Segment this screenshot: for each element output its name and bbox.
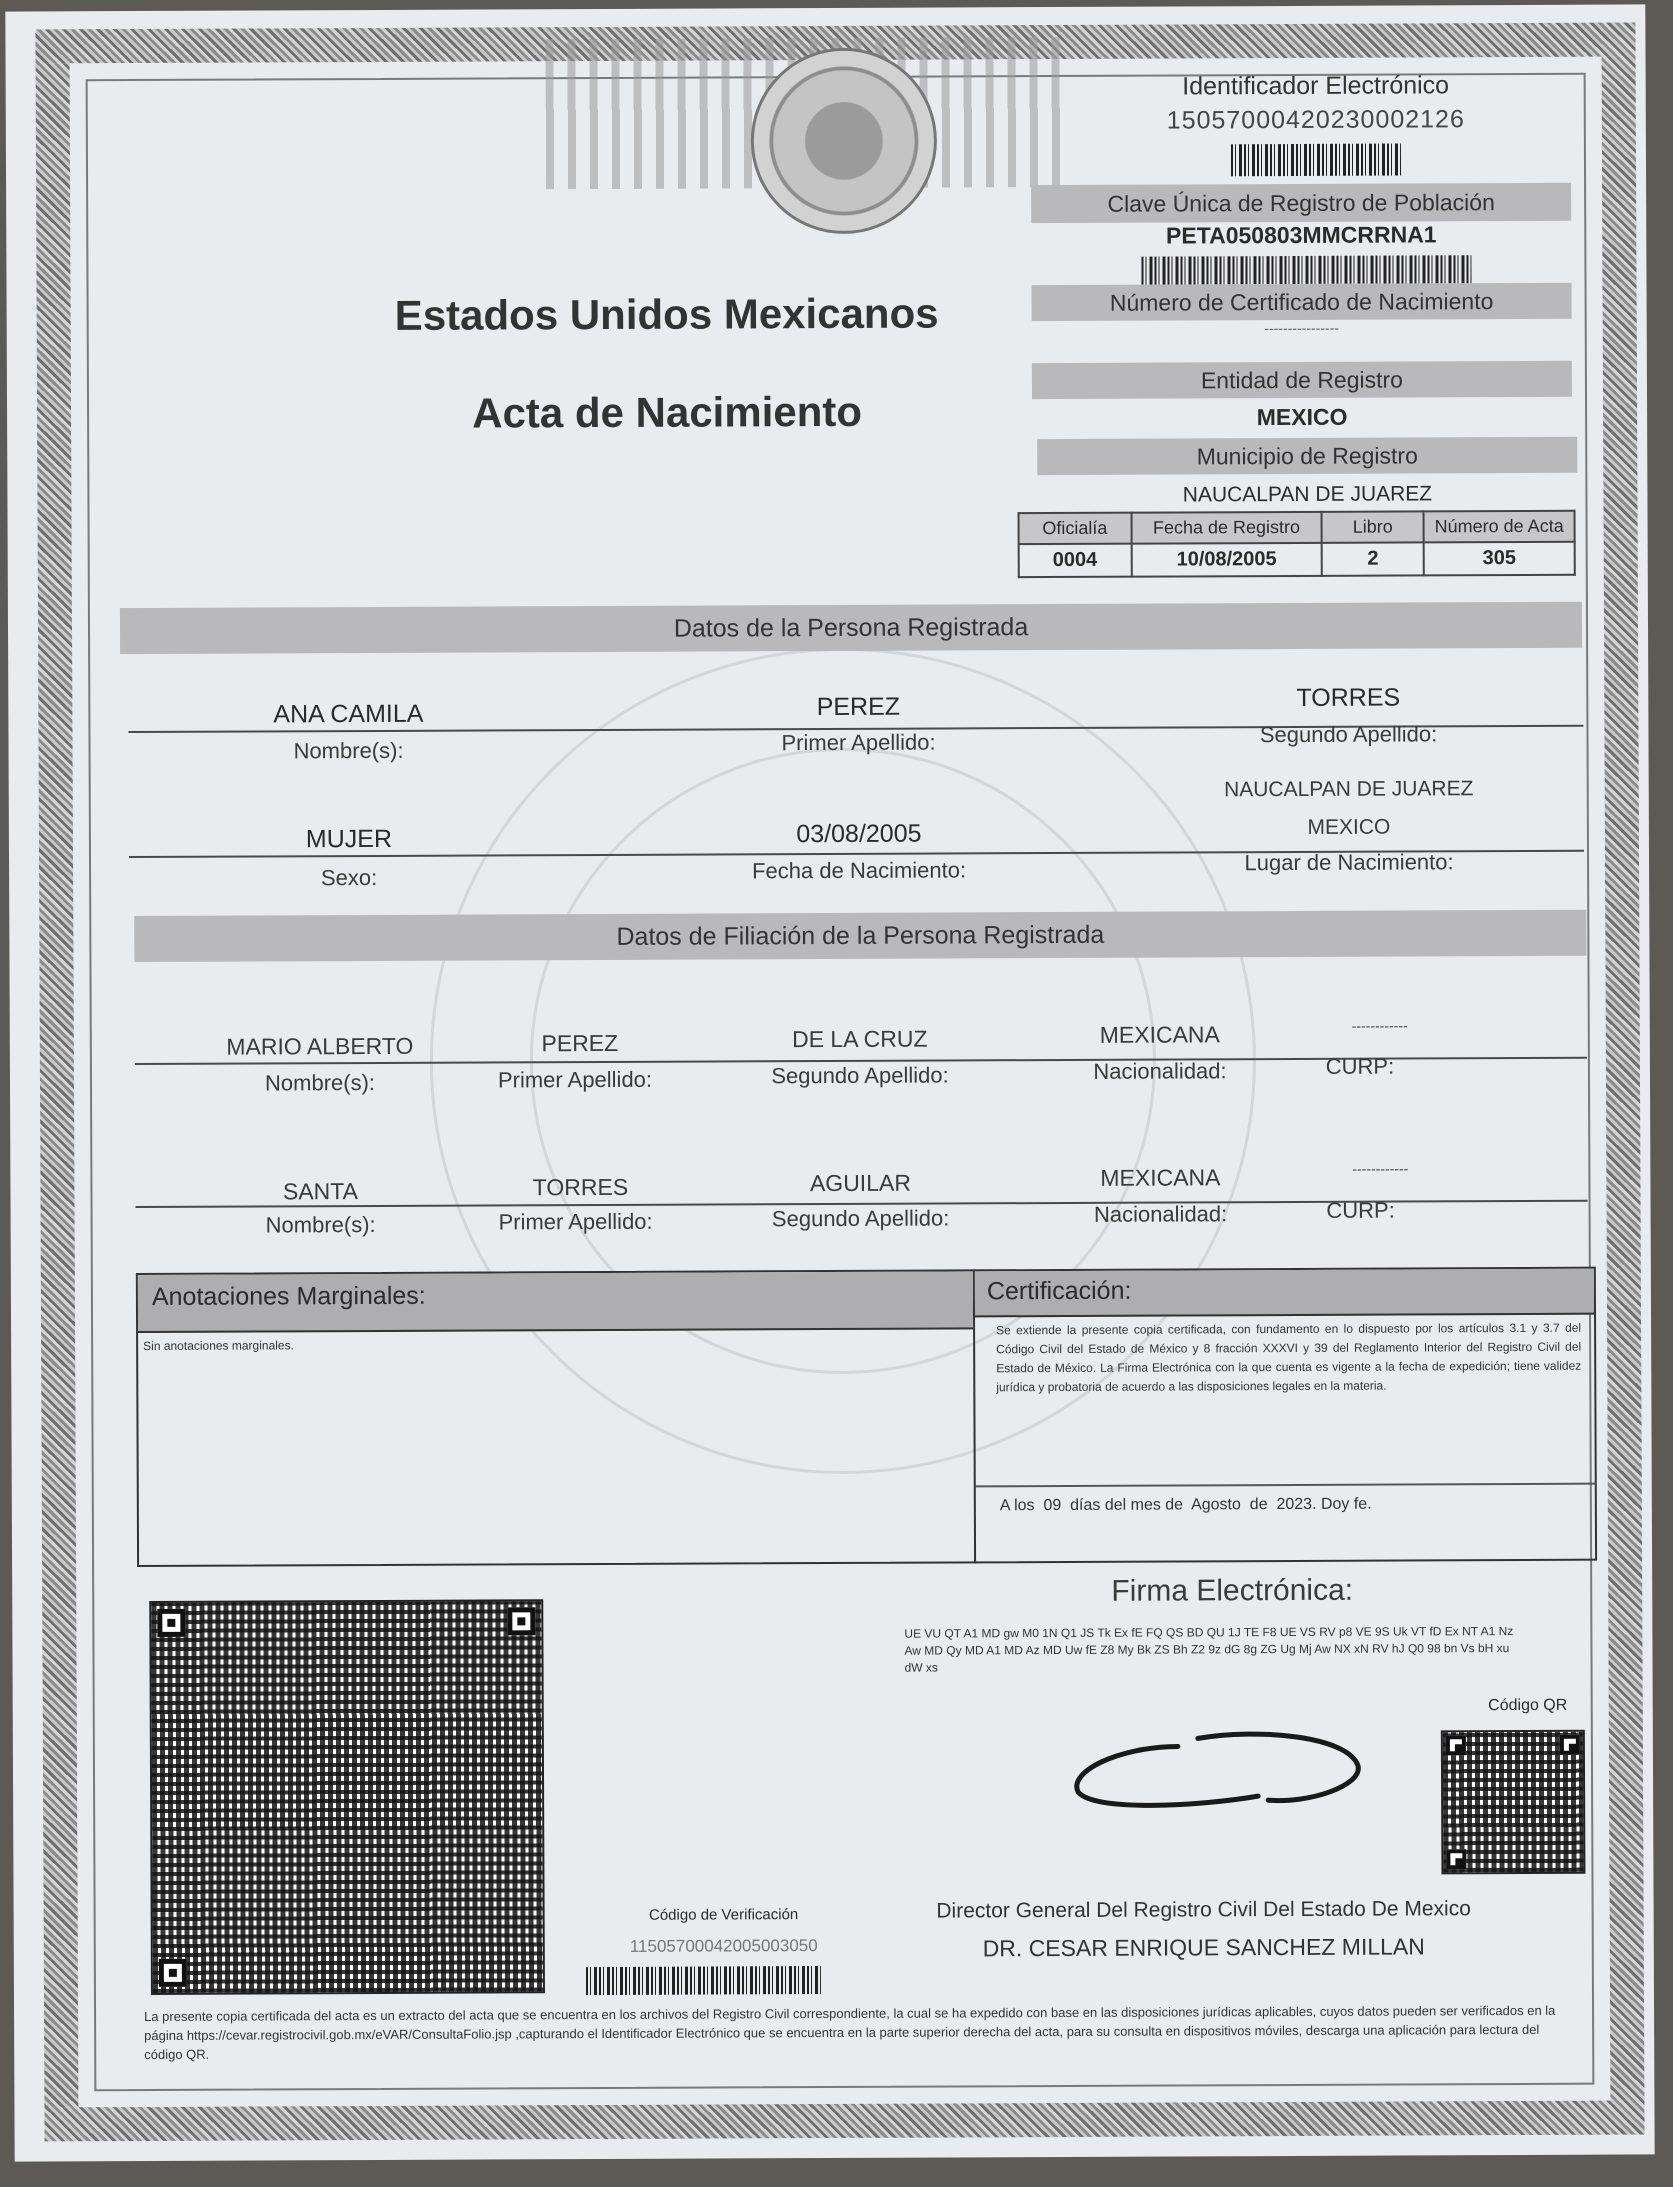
verification-value: 11505700042005003050 <box>629 1936 818 1956</box>
certification-text: Se extiende la presente copia certificada, con fundamento en lo dispuesto por los artículos 3.1 y 3.7 del Código Civil del Estado de México y 8 fracción XXXVI y 39 del Reglamento Interior del Registro Civil del Estado de México. La Firma Electrónica con la que cuenta es vigente a la fecha de expedición; tiene validez jurídica y probatoria de acuerdo a las disposiciones legales en la materia. <box>996 1320 1582 1395</box>
father-curp: ------------ <box>1351 1017 1408 1034</box>
electronic-id-value: 15057000420230002126 <box>1166 105 1465 135</box>
qr-finder-bottom-left <box>159 1959 187 1987</box>
annotations-title: Anotaciones Marginales: <box>138 1271 973 1333</box>
qr-finder-top-right <box>507 1607 535 1635</box>
curp-label: Clave Única de Registro de Población <box>1031 183 1571 223</box>
registry-table-header-row <box>1019 511 1575 544</box>
registry-table <box>1018 510 1576 578</box>
header-oficialia: Oficialía <box>1019 513 1132 544</box>
person-birth-place-label: Lugar de Nacimiento: <box>1244 849 1454 876</box>
small-qr-finder-tl <box>1446 1735 1466 1755</box>
country-title: Estados Unidos Mexicanos <box>394 289 939 339</box>
curp-barcode <box>1141 255 1471 284</box>
electronic-id-label: Identificador Electrónico <box>1182 71 1450 101</box>
entity-label: Entidad de Registro <box>1032 361 1572 399</box>
mother-second-surname-label: Segundo Apellido: <box>771 1205 950 1232</box>
father-name-label: Nombre(s): <box>264 1069 376 1096</box>
director-name: DR. CESAR ENRIQUE SANCHEZ MILLAN <box>982 1933 1425 1962</box>
verification-label: Código de Verificación <box>648 1906 799 1924</box>
small-qr-label: Código QR <box>1488 1696 1568 1715</box>
mother-curp-label: CURP: <box>1326 1197 1395 1223</box>
annotations-text: Sin anotaciones marginales. <box>143 1338 294 1353</box>
header-libro: Libro <box>1322 511 1424 542</box>
mother-first-surname-label: Primer Apellido: <box>498 1208 653 1235</box>
value-fecha-registro: 10/08/2005 <box>1131 543 1322 577</box>
registered-person-section-title: Datos de la Persona Registrada <box>120 602 1582 654</box>
father-name: MARIO ALBERTO <box>226 1032 414 1060</box>
father-nationality-label: Nacionalidad: <box>1093 1058 1227 1084</box>
verification-qr-code <box>149 1599 545 1995</box>
handwritten-signature <box>1058 1716 1378 1827</box>
mother-nationality-label: Nacionalidad: <box>1093 1201 1228 1227</box>
verification-barcode <box>586 1966 821 1995</box>
father-second-surname-label: Segundo Apellido: <box>771 1062 949 1089</box>
person-name: ANA CAMILA <box>273 699 424 729</box>
mother-nationality: MEXICANA <box>1100 1164 1221 1191</box>
signature-title: Firma Electrónica: <box>1111 1573 1354 1608</box>
birth-certificate-paper <box>5 4 1654 2161</box>
person-sex-label: Sexo: <box>320 864 378 891</box>
father-curp-label: CURP: <box>1325 1053 1395 1079</box>
person-second-surname-label: Segundo Apellido: <box>1259 721 1438 748</box>
director-title: Director General Del Registro Civil Del Estado De Mexico <box>936 1897 1471 1923</box>
footer-legal-text: La presente copia certificada del acta es un extracto del acta que se encuentra en los archivos del Registro Civil correspondiente, la cual se ha expedido con base en las disposiciones jurídicas aplicables, cuyos datos pueden ser verificados en la página https://cevar.registrocivil.gob.mx/eVAR/ConsultaFolio.jsp ,capturando el Identificador Electrónico que se encuentra en la parte superior derecha del acta, para su consulta en dispositivos móviles, descarga una aplicación para lectura del código QR. <box>144 2002 1556 2063</box>
father-nationality: MEXICANA <box>1099 1021 1220 1048</box>
mother-name: SANTA <box>282 1178 359 1205</box>
mother-second-surname: AGUILAR <box>809 1169 911 1197</box>
person-second-surname: TORRES <box>1296 683 1401 712</box>
filiation-section-title: Datos de Filiación de la Persona Registrada <box>134 910 1586 962</box>
father-second-surname: DE LA CRUZ <box>792 1025 928 1053</box>
small-qr-code <box>1441 1730 1586 1875</box>
mother-first-surname: TORRES <box>532 1173 629 1201</box>
signature-hash: UE VU QT A1 MD gw M0 1N Q1 JS Tk Ex fE FQ QS BD QU 1J TE F8 UE VS RV p8 VE 9S Uk VT fD Ex NT A1 Nz Aw MD Qy MD A1 MD Az MD Uw fE Z8 My Bk ZS Bh Z2 9z dG 8g ZG Ug Mj Aw NX xN RV hJ Q0 98 bn Vs bH xu dW xs <box>904 1624 1514 1675</box>
value-libro: 2 <box>1322 542 1424 575</box>
certificate-value: ---------------- <box>1264 319 1340 337</box>
document-title: Acta de Nacimiento <box>472 387 863 437</box>
mother-curp: ------------ <box>1352 1160 1409 1177</box>
birth-place-state: MEXICO <box>1307 815 1391 839</box>
person-sex: MUJER <box>305 824 393 854</box>
national-seal-icon <box>750 48 937 235</box>
certification-date-line: A los 09 días del mes de Agosto de 2023. Doy fe. <box>999 1495 1372 1515</box>
father-first-surname: PEREZ <box>541 1029 619 1057</box>
birth-place-municipality: NAUCALPAN DE JUAREZ <box>1224 777 1474 802</box>
certification-title: Certificación: <box>975 1269 1594 1318</box>
person-first-surname-label: Primer Apellido: <box>781 729 936 756</box>
father-first-surname-label: Primer Apellido: <box>497 1066 653 1093</box>
certificate-label: Número de Certificado de Nacimiento <box>1032 283 1572 321</box>
value-oficialia: 0004 <box>1019 544 1132 577</box>
person-first-surname: PEREZ <box>816 692 901 722</box>
curp-value: PETA050803MMCRRNA1 <box>1165 221 1437 249</box>
person-name-label: Nombre(s): <box>293 737 404 764</box>
small-qr-finder-bl <box>1446 1849 1466 1869</box>
header-fecha-registro: Fecha de Registro <box>1131 512 1322 544</box>
qr-finder-top-left <box>157 1609 185 1637</box>
electronic-id-barcode <box>1231 144 1401 177</box>
municipality-value: NAUCALPAN DE JUAREZ <box>1182 482 1433 507</box>
small-qr-finder-tr <box>1560 1735 1580 1755</box>
municipality-label: Municipio de Registro <box>1037 437 1577 475</box>
person-birth-date-label: Fecha de Nacimiento: <box>752 857 967 884</box>
person-birth-date: 03/08/2005 <box>796 819 922 849</box>
header-numero-acta: Número de Acta <box>1424 511 1575 543</box>
registry-table-value-row <box>1019 542 1575 577</box>
entity-value: MEXICO <box>1256 403 1348 431</box>
value-numero-acta: 305 <box>1424 542 1575 576</box>
mother-name-label: Nombre(s): <box>265 1211 376 1238</box>
